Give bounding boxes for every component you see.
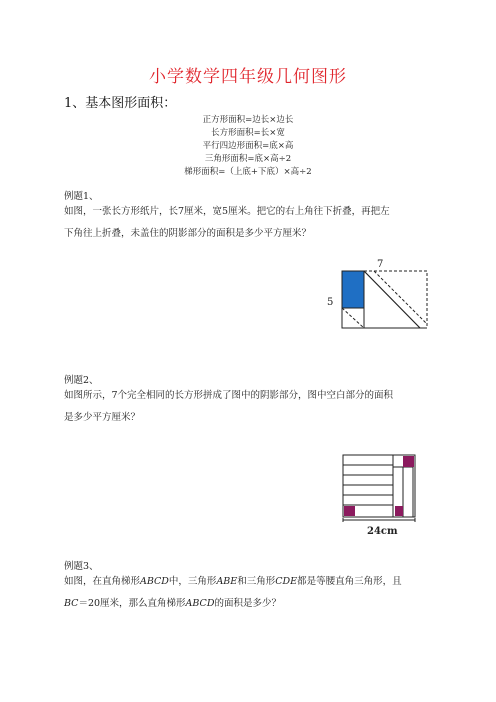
example-1-figure xyxy=(320,256,440,336)
figure-2-shaded-bottom-middle xyxy=(395,506,403,516)
figure-2-strip-1 xyxy=(343,455,393,465)
example-3-line-2: BC＝20厘米，那么直角梯形ABCD的面积是多少？ xyxy=(64,598,281,609)
figure-2-strip-4 xyxy=(343,485,393,495)
example-2-line-1: 如图所示，7个完全相同的长方形拼成了图中的阴影部分，图中空白部分的面积 xyxy=(64,390,394,401)
page-title: 小学数学四年级几何图形 xyxy=(149,67,347,87)
formula-list xyxy=(0,114,496,179)
formula-trapezoid: 梯形面积=（上底+下底）×高÷2 xyxy=(184,167,312,177)
example-2-line-2: 是多少平方厘米？ xyxy=(64,412,141,423)
example-2-text xyxy=(64,385,440,429)
figure-1-dashed-outline xyxy=(364,271,427,328)
formula-triangle: 三角形面积=底×高÷2 xyxy=(204,154,292,164)
example-3-label: 例题3、 xyxy=(64,561,99,572)
formula-rectangle: 长方形面积=长×宽 xyxy=(211,128,285,138)
figure-2-shaded-bottom-left xyxy=(344,506,355,516)
section-heading: 1、基本图形面积： xyxy=(64,96,177,111)
formula-square: 正方形面积=边长×边长 xyxy=(202,115,294,125)
figure-1-height-label: 5 xyxy=(327,297,334,308)
figure-2-strip-5 xyxy=(343,495,393,505)
figure-2-vertical-strip-2 xyxy=(403,467,413,517)
figure-1-shaded-region xyxy=(342,271,364,308)
example-2-label: 例题2、 xyxy=(64,375,99,386)
figure-2-strip-2 xyxy=(343,465,393,475)
figure-2-width-label: 24cm xyxy=(367,526,398,537)
example-1-line-1: 如图，一张长方形纸片，长7厘米，宽5厘米。把它的右上角往下折叠，再把左 xyxy=(64,206,390,217)
example-2-figure xyxy=(340,452,420,544)
figure-2-strip-3 xyxy=(343,475,393,485)
example-3-line-1: 如图，在直角梯形ABCD中，三角形ABE和三角形CDE都是等腰直角三角形，且 xyxy=(64,576,402,587)
example-1-text xyxy=(64,201,440,245)
example-3-text xyxy=(64,571,440,615)
formula-parallelogram: 平行四边形面积=底×高 xyxy=(202,141,294,151)
figure-1-width-label: 7 xyxy=(377,259,384,270)
figure-1-fold-line xyxy=(364,271,420,328)
example-1-label: 例题1、 xyxy=(64,191,99,202)
figure-1-dashed-diagonal xyxy=(374,271,427,324)
example-1-line-2: 下角往上折叠，未盖住的阴影部分的面积是多少平方厘米？ xyxy=(64,228,312,239)
figure-2-shaded-top-right xyxy=(403,456,414,467)
